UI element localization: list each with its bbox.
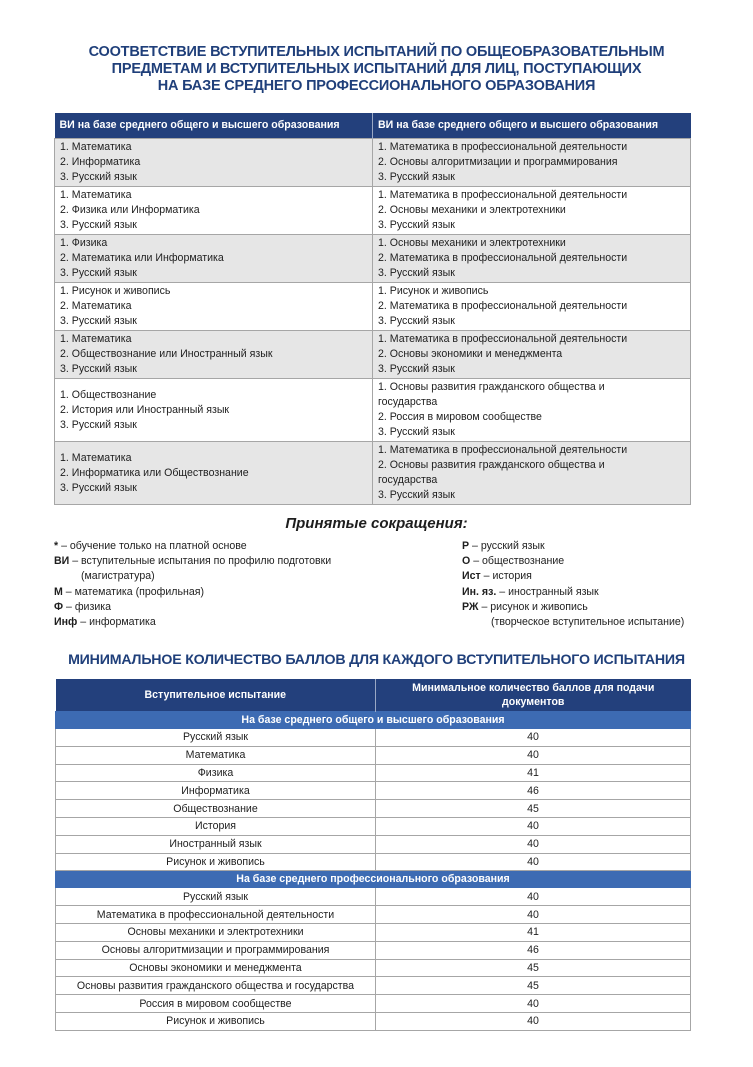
table-row (56, 959, 691, 977)
exam-line: 1. Математика в профессиональной деятельности (378, 141, 628, 153)
abbreviation-item (462, 615, 684, 630)
exam-line: 1. Математика (60, 189, 132, 201)
table-row (55, 187, 691, 235)
header-exam: Вступительное испытание (56, 679, 376, 712)
exam-name: Основы механики и электротехники (56, 923, 376, 941)
exam-name: История (56, 817, 376, 835)
exam-name: Россия в мировом сообществе (56, 995, 376, 1013)
exam-name: Физика (56, 764, 376, 782)
exam-name: Математика (56, 746, 376, 764)
abbreviation-text: (магистратура) (81, 570, 155, 583)
exam-line: государства (378, 396, 438, 408)
abbreviation-item (462, 539, 684, 554)
exam-line: 1. Математика (60, 451, 132, 464)
cell-right (373, 379, 691, 442)
exam-line: 2. Основы экономики и менеджмента (378, 348, 563, 360)
abbreviation-text: – обучение только на платной основе (58, 540, 247, 552)
abbreviation-key: О (462, 555, 471, 568)
abbreviation-key: Р (462, 540, 470, 552)
abbreviation-text: – обществознание (470, 555, 565, 568)
abbreviation-text: – вступительные испытания по профилю подготовки (69, 555, 332, 568)
abbreviation-key: Инф (54, 616, 78, 629)
abbreviations-left-column (54, 539, 331, 630)
exam-line: 2. Основы развития гражданского общества и (378, 459, 605, 471)
abbreviation-item (462, 569, 684, 584)
abbreviation-text: (творческое вступительное испытание) (491, 616, 685, 629)
exam-line: 1. Рисунок и живопись (378, 285, 489, 297)
min-score: 40 (376, 906, 691, 924)
exam-name: Математика в профессиональной деятельности (56, 906, 376, 924)
exam-line: 2. Информатика или Обществознание (60, 466, 249, 479)
min-score: 40 (376, 729, 691, 747)
table-row (56, 941, 691, 959)
table-row (56, 817, 691, 835)
table-row (55, 235, 691, 283)
exam-line: 2. Математика в профессиональной деятельности (378, 252, 628, 264)
table-row (56, 782, 691, 800)
exam-line: 2. Россия в мировом сообществе (378, 411, 542, 423)
min-score: 46 (376, 782, 691, 800)
title-line: СООТВЕТСТВИЕ ВСТУПИТЕЛЬНЫХ ИСПЫТАНИЙ ПО ОБЩЕОБРАЗОВАТЕЛЬНЫМ (88, 44, 665, 60)
min-score: 40 (376, 853, 691, 871)
abbreviation-key: Ист (462, 570, 481, 583)
cell-right (373, 283, 691, 331)
min-score: 45 (376, 977, 691, 995)
min-score: 40 (376, 888, 691, 906)
exam-line: 2. Физика или Информатика (60, 204, 200, 216)
correspondence-table (54, 113, 691, 505)
abbreviation-text: – рисунок и живопись (478, 600, 588, 613)
exam-name: Иностранный язык (56, 835, 376, 853)
exam-line: 3. Русский язык (378, 219, 455, 231)
exam-line: 2. Основы механики и электротехники (378, 204, 566, 216)
exam-line: 1. Математика (60, 141, 132, 153)
abbreviations-title: Принятые сокращения: (285, 515, 468, 532)
exam-name: Рисунок и живопись (56, 853, 376, 871)
exam-line: 3. Русский язык (378, 426, 455, 438)
abbreviation-text: – иностранный язык (496, 585, 599, 598)
abbreviation-item (54, 585, 331, 600)
table-row (56, 729, 691, 747)
cell-left (55, 442, 373, 505)
min-score: 40 (376, 1012, 691, 1030)
exam-line: 1. Основы развития гражданского общества и (378, 381, 605, 393)
table-header-row (55, 113, 691, 139)
header-right: ВИ на базе среднего общего и высшего образования (373, 113, 691, 139)
exam-line: 1. Математика в профессиональной деятельности (378, 333, 628, 345)
abbreviation-item (462, 585, 684, 600)
table-header-row (56, 679, 691, 712)
table-row (56, 906, 691, 924)
title-line: НА БАЗЕ СРЕДНЕГО ПРОФЕССИОНАЛЬНОГО ОБРАЗОВАНИЯ (157, 78, 596, 94)
min-score: 46 (376, 941, 691, 959)
exam-line: 3. Русский язык (60, 219, 137, 231)
section-header-row (56, 871, 691, 888)
table-row (55, 283, 691, 331)
exam-line: 1. Математика в профессиональной деятельности (378, 189, 628, 201)
header-min-score: Минимальное количество баллов для подачи документов (376, 679, 691, 712)
exam-line: 3. Русский язык (60, 315, 137, 327)
exam-line: 2. Информатика (60, 156, 141, 168)
table-row (56, 764, 691, 782)
section-label: На базе среднего профессионального образования (56, 871, 691, 888)
cell-right (373, 331, 691, 379)
abbreviation-key: Ин. яз. (462, 585, 497, 598)
cell-left (55, 283, 373, 331)
exam-line: 1. Математика в профессиональной деятельности (378, 444, 628, 456)
abbreviation-text: – история (480, 570, 532, 583)
exam-name: Основы развития гражданского общества и государства (56, 977, 376, 995)
min-score: 40 (376, 995, 691, 1013)
abbreviation-text: – информатика (77, 616, 156, 629)
table-row (56, 923, 691, 941)
exam-line: 1. Основы механики и электротехники (378, 237, 566, 249)
exam-line: 3. Русский язык (378, 363, 455, 375)
abbreviation-item (462, 554, 684, 569)
table-row (56, 800, 691, 818)
header-left: ВИ на базе среднего общего и высшего образования (55, 113, 373, 139)
table-row (56, 1012, 691, 1030)
exam-name: Обществознание (56, 800, 376, 818)
min-scores-title: МИНИМАЛЬНОЕ КОЛИЧЕСТВО БАЛЛОВ ДЛЯ КАЖДОГО ВСТУПИТЕЛЬНОГО ИСПЫТАНИЯ (68, 652, 685, 668)
exam-line: 1. Математика (60, 333, 132, 345)
title-line: ПРЕДМЕТАМ И ВСТУПИТЕЛЬНЫХ ИСПЫТАНИЙ ДЛЯ ЛИЦ, ПОСТУПАЮЩИХ (111, 61, 642, 77)
min-score: 40 (376, 746, 691, 764)
abbreviation-key: * (54, 540, 59, 552)
exam-line: 2. Математика (60, 300, 132, 312)
exam-name: Основы алгоритмизации и программирования (56, 941, 376, 959)
cell-right (373, 235, 691, 283)
table-row (56, 835, 691, 853)
exam-line: 3. Русский язык (60, 418, 137, 431)
abbreviation-item (54, 539, 331, 554)
abbreviation-key: М (54, 585, 63, 598)
min-score: 40 (376, 835, 691, 853)
min-score: 41 (376, 764, 691, 782)
abbreviation-text: – физика (63, 600, 111, 613)
exam-line: 2. Основы алгоритмизации и программирования (378, 156, 618, 168)
exam-line: 2. История или Иностранный язык (60, 403, 230, 416)
cell-left (55, 187, 373, 235)
abbreviation-item (54, 600, 331, 615)
exam-line: 3. Русский язык (60, 171, 137, 183)
exam-line: 1. Физика (60, 237, 108, 249)
exam-line: 2. Обществознание или Иностранный язык (60, 348, 273, 360)
min-score: 45 (376, 800, 691, 818)
abbreviation-text: – русский язык (469, 540, 545, 552)
table-row (56, 853, 691, 871)
min-score: 41 (376, 923, 691, 941)
abbreviation-key: ВИ (54, 555, 70, 568)
exam-line: 3. Русский язык (60, 267, 137, 279)
exam-name: Рисунок и живопись (56, 1012, 376, 1030)
exam-line: 2. Математика в профессиональной деятельности (378, 300, 628, 312)
exam-name: Русский язык (56, 888, 376, 906)
table-row (55, 331, 691, 379)
exam-line: 1. Рисунок и живопись (60, 285, 171, 297)
correspondence-title (0, 44, 753, 95)
abbreviation-item (54, 615, 331, 630)
abbreviations-right-column (462, 539, 684, 630)
exam-name: Информатика (56, 782, 376, 800)
exam-name: Русский язык (56, 729, 376, 747)
table-row (56, 995, 691, 1013)
exam-line: 1. Обществознание (60, 388, 157, 401)
section-label: На базе среднего общего и высшего образования (56, 712, 691, 729)
exam-line: 2. Математика или Информатика (60, 252, 224, 264)
cell-left (55, 331, 373, 379)
exam-line: государства (378, 474, 438, 486)
abbreviation-key: РЖ (462, 600, 479, 613)
cell-left (55, 139, 373, 187)
cell-right (373, 187, 691, 235)
exam-line: 3. Русский язык (60, 481, 137, 494)
exam-line: 3. Русский язык (378, 489, 455, 501)
abbreviation-item (54, 554, 331, 569)
min-score: 40 (376, 817, 691, 835)
cell-left (55, 235, 373, 283)
table-row (55, 379, 691, 442)
section-header-row (56, 712, 691, 729)
table-row (56, 746, 691, 764)
abbreviation-key: Ф (54, 600, 64, 613)
abbreviation-item (462, 600, 684, 615)
cell-left (55, 379, 373, 442)
cell-right (373, 139, 691, 187)
min-score: 45 (376, 959, 691, 977)
cell-right (373, 442, 691, 505)
exam-line: 3. Русский язык (378, 315, 455, 327)
table-row (56, 977, 691, 995)
min-scores-table (55, 679, 691, 1031)
exam-line: 3. Русский язык (60, 363, 137, 375)
table-row (55, 442, 691, 505)
abbreviation-text: – математика (профильная) (62, 585, 204, 598)
exam-name: Основы экономики и менеджмента (56, 959, 376, 977)
exam-line: 3. Русский язык (378, 171, 455, 183)
exam-line: 3. Русский язык (378, 267, 455, 279)
abbreviation-item (54, 569, 331, 584)
table-row (55, 139, 691, 187)
table-row (56, 888, 691, 906)
